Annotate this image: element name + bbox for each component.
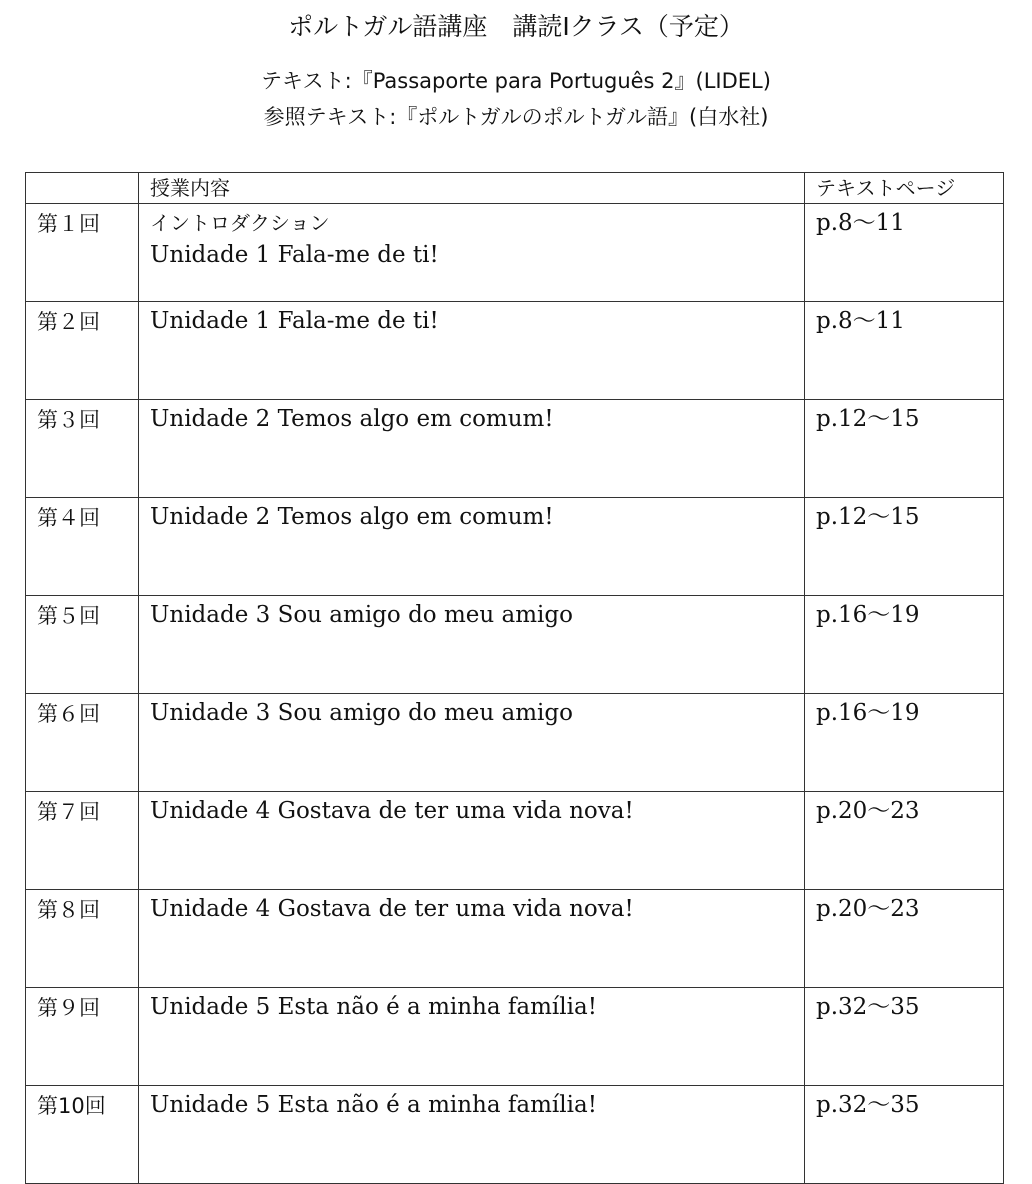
session-number: 第５回 <box>26 596 139 694</box>
page-range: p.20～23 <box>805 792 1004 890</box>
intro-label: イントロダクション <box>150 211 330 235</box>
page-range: p.32～35 <box>805 988 1004 1086</box>
session-number: 第７回 <box>26 792 139 890</box>
table-row <box>26 988 1004 1086</box>
reference-textbook-line: 参照テキスト:『ポルトガルのポルトガル語』(白水社) <box>263 105 769 129</box>
header-content: 授業内容 <box>139 173 805 204</box>
page-range: p.16～19 <box>805 694 1004 792</box>
textbook-line: テキスト:『Passaporte para Português 2』(LIDEL) <box>261 69 771 93</box>
session-number: 第９回 <box>26 988 139 1086</box>
table-header-row <box>26 173 1004 204</box>
table-row <box>26 694 1004 792</box>
schedule-table <box>25 172 1004 1184</box>
session-content <box>139 988 805 1086</box>
session-number: 第４回 <box>26 498 139 596</box>
unit-title: Unidade 2 Temos algo em comum! <box>150 504 554 530</box>
session-content <box>139 400 805 498</box>
session-number: 第10回 <box>26 1086 139 1184</box>
table-row <box>26 498 1004 596</box>
unit-title: Unidade 5 Esta não é a minha família! <box>150 994 597 1020</box>
table-row <box>26 792 1004 890</box>
unit-title: Unidade 4 Gostava de ter uma vida nova! <box>150 798 634 824</box>
unit-title: Unidade 3 Sou amigo do meu amigo <box>150 700 573 726</box>
unit-title: Unidade 2 Temos algo em comum! <box>150 406 554 432</box>
session-number: 第１回 <box>26 204 139 302</box>
session-content <box>139 792 805 890</box>
unit-title: Unidade 4 Gostava de ter uma vida nova! <box>150 896 634 922</box>
session-content <box>139 1086 805 1184</box>
unit-title: Unidade 1 Fala-me de ti! <box>150 308 439 334</box>
unit-title: Unidade 3 Sou amigo do meu amigo <box>150 602 573 628</box>
session-content <box>139 498 805 596</box>
page-range: p.20～23 <box>805 890 1004 988</box>
session-number: 第８回 <box>26 890 139 988</box>
table-row <box>26 302 1004 400</box>
page-range: p.16～19 <box>805 596 1004 694</box>
page-range: p.8～11 <box>805 302 1004 400</box>
table-row <box>26 890 1004 988</box>
table-row <box>26 400 1004 498</box>
session-content <box>139 694 805 792</box>
session-number: 第６回 <box>26 694 139 792</box>
unit-title: Unidade 5 Esta não é a minha família! <box>150 1092 597 1118</box>
session-number: 第２回 <box>26 302 139 400</box>
page-range: p.12～15 <box>805 400 1004 498</box>
session-content <box>139 204 805 302</box>
page-range: p.8～11 <box>805 204 1004 302</box>
page-range: p.12～15 <box>805 498 1004 596</box>
header-page: テキストページ <box>805 173 1004 204</box>
table-row <box>26 1086 1004 1184</box>
session-content <box>139 596 805 694</box>
table-row <box>26 204 1004 302</box>
page-title: ポルトガル語講座 講読Ⅰクラス（予定） <box>288 12 744 41</box>
unit-title: Unidade 1 Fala-me de ti! <box>150 242 439 268</box>
header-session <box>26 173 139 204</box>
page-range: p.32～35 <box>805 1086 1004 1184</box>
table-row <box>26 596 1004 694</box>
session-content <box>139 890 805 988</box>
session-content <box>139 302 805 400</box>
session-number: 第３回 <box>26 400 139 498</box>
